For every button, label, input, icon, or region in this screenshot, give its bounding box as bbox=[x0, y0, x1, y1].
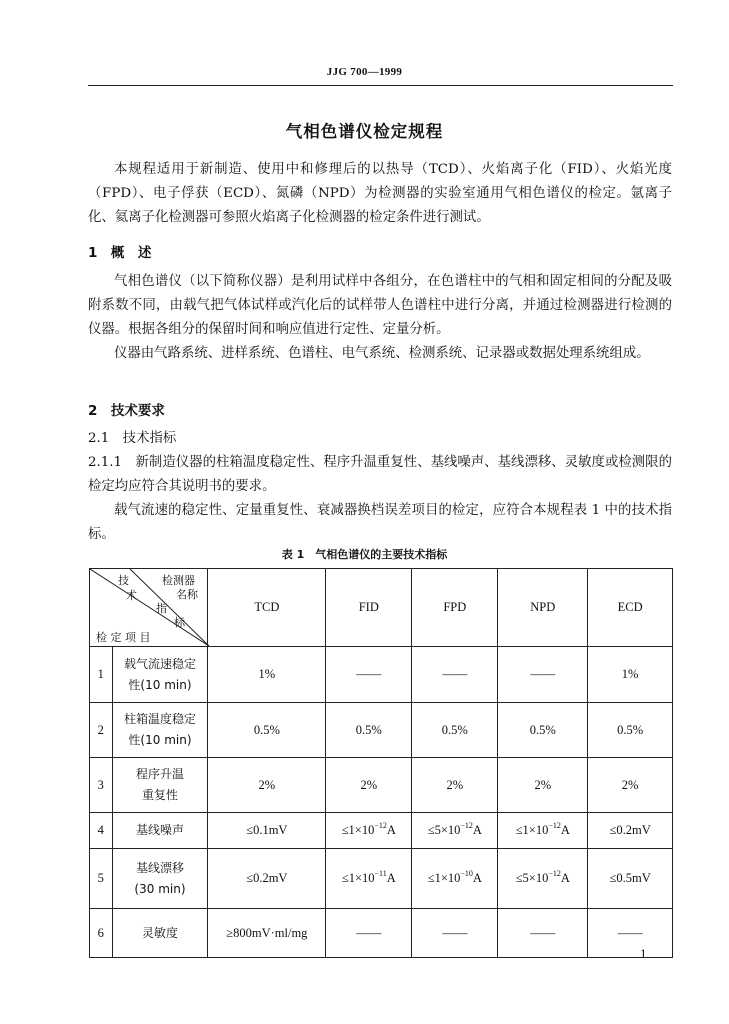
cell-fid bbox=[326, 849, 412, 909]
cell-fid: —— bbox=[326, 909, 412, 958]
cell-npd-unit: A bbox=[560, 823, 570, 837]
row-item bbox=[112, 758, 208, 813]
column-header-npd: NPD bbox=[498, 569, 588, 647]
page-number: 1 bbox=[640, 946, 647, 961]
cell-fid-exponent: −12 bbox=[374, 821, 387, 830]
row-item-line-1: 基线漂移 bbox=[135, 860, 184, 875]
diag-label-zhi: 指 bbox=[156, 602, 167, 615]
cell-fid-base: ≤1×10 bbox=[341, 823, 375, 837]
subsection-2-1-heading: 2.1 技术指标 bbox=[88, 431, 177, 446]
row-item-line-1: 程序升温 bbox=[135, 767, 184, 781]
column-header-ecd: ECD bbox=[588, 569, 673, 647]
row-item-line-1: 载气流速稳定 bbox=[123, 656, 196, 671]
cell-npd-exponent: −12 bbox=[548, 821, 561, 830]
cell-ecd: ≤0.2mV bbox=[588, 813, 673, 849]
clause-2-1-1: 2.1.1 新制造仪器的柱箱温度稳定性、程序升温重复性、基线噪声、基线漂移、灵敏度或检测限的检定均应符合其说明书的要求。 bbox=[88, 455, 672, 494]
cell-ecd: 0.5% bbox=[588, 703, 673, 758]
section-1-paragraph-2: 仪器由气路系统、进样系统、色谱柱、电气系统、检测系统、记录器或数据处理系统组成。 bbox=[114, 346, 650, 361]
cell-ecd: ≤0.5mV bbox=[588, 849, 673, 909]
table-row bbox=[90, 703, 673, 758]
cell-npd: —— bbox=[498, 647, 588, 703]
cell-npd: 2% bbox=[498, 758, 588, 813]
cell-tcd: 2% bbox=[208, 758, 326, 813]
cell-npd bbox=[498, 849, 588, 909]
cell-npd-unit: A bbox=[560, 871, 570, 885]
cell-fid-exponent: −11 bbox=[374, 869, 387, 878]
document-code-header: JJG 700—1999 bbox=[326, 66, 403, 78]
table-row bbox=[90, 647, 673, 703]
table-row bbox=[90, 849, 673, 909]
cell-fpd-unit: A bbox=[472, 823, 482, 837]
diag-label-detector: 检测器 bbox=[162, 574, 195, 587]
cell-fpd: —— bbox=[412, 647, 498, 703]
diag-label-shu: 术 bbox=[126, 589, 137, 602]
section-2-heading: 2 技术要求 bbox=[88, 403, 165, 419]
table-row bbox=[90, 758, 673, 813]
row-item-line-2: 性(10 min) bbox=[128, 677, 192, 692]
row-item-line-2: (30 min) bbox=[134, 881, 186, 896]
section-1-heading: 1 概 述 bbox=[88, 245, 152, 261]
cell-tcd: ≥800mV·ml/mg bbox=[208, 909, 326, 958]
row-item: 灵敏度 bbox=[112, 909, 208, 958]
cell-tcd: 0.5% bbox=[208, 703, 326, 758]
diag-label-biao: 标 bbox=[174, 616, 185, 629]
cell-fpd: —— bbox=[412, 909, 498, 958]
cell-fid-unit: A bbox=[386, 823, 396, 837]
column-header-fpd: FPD bbox=[412, 569, 498, 647]
row-index: 6 bbox=[90, 909, 113, 958]
row-item-line-2: 性(10 min) bbox=[128, 733, 192, 747]
cell-npd-exponent: −12 bbox=[548, 869, 561, 878]
cell-fpd-unit: A bbox=[472, 871, 482, 885]
clause-2-1-1-paragraph-2: 载气流速的稳定性、定量重复性、衰减器换档误差项目的检定，应符合本规程表 1 中的技术指标。 bbox=[88, 503, 672, 542]
cell-fid: 0.5% bbox=[326, 703, 412, 758]
cell-tcd: ≤0.2mV bbox=[208, 849, 326, 909]
column-header-fid: FID bbox=[326, 569, 412, 647]
table-row bbox=[90, 909, 673, 958]
cell-npd-base: ≤1×10 bbox=[515, 823, 549, 837]
cell-tcd: 1% bbox=[208, 647, 326, 703]
diagonal-header-cell bbox=[90, 569, 208, 647]
table-header-row bbox=[90, 569, 673, 647]
cell-fid-unit: A bbox=[386, 871, 396, 885]
header-rule bbox=[88, 85, 673, 86]
cell-fpd-base: ≤5×10 bbox=[427, 823, 461, 837]
cell-fpd: 0.5% bbox=[412, 703, 498, 758]
cell-fid: —— bbox=[326, 647, 412, 703]
diag-label-tech: 技 bbox=[118, 574, 129, 587]
row-index: 4 bbox=[90, 813, 113, 849]
row-index: 5 bbox=[90, 849, 113, 909]
row-item-line-2: 重复性 bbox=[141, 788, 178, 802]
technical-spec-table bbox=[89, 568, 673, 958]
row-index: 3 bbox=[90, 758, 113, 813]
cell-fpd bbox=[412, 813, 498, 849]
cell-fpd-exponent: −12 bbox=[460, 821, 473, 830]
cell-fid-base: ≤1×10 bbox=[341, 871, 375, 885]
cell-npd: —— bbox=[498, 909, 588, 958]
cell-npd: 0.5% bbox=[498, 703, 588, 758]
row-item-line-1: 柱箱温度稳定 bbox=[123, 712, 196, 726]
cell-ecd: 1% bbox=[588, 647, 673, 703]
section-1-paragraph-1: 气相色谱仪（以下简称仪器）是利用试样中各组分，在色谱柱中的气相和固定相间的分配及吸附系数不同，由载气把气体试样或汽化后的试样带人色谱柱中进行分离，并通过检测器进行检测的仪器。根据各组分的保留时间和响应值进行定性、定量分析。 bbox=[88, 274, 672, 337]
cell-fpd-exponent: −10 bbox=[460, 869, 473, 878]
cell-ecd: 2% bbox=[588, 758, 673, 813]
column-header-tcd: TCD bbox=[208, 569, 326, 647]
table-caption: 表 1 气相色谱仪的主要技术指标 bbox=[281, 548, 448, 561]
cell-ecd: —— bbox=[588, 909, 673, 958]
cell-fpd-base: ≤1×10 bbox=[427, 871, 461, 885]
table-row bbox=[90, 813, 673, 849]
intro-paragraph: 本规程适用于新制造、使用中和修理后的以热导（TCD）、火焰离子化（FID）、火焰光度（FPD）、电子俘获（ECD）、氮磷（NPD）为检测器的实验室通用气相色谱仪的检定。氩离子化、氦离子化检测器可参照火焰离子化检测器的检定条件进行测试。 bbox=[88, 162, 672, 225]
row-item: 基线噪声 bbox=[112, 813, 208, 849]
cell-tcd: ≤0.1mV bbox=[208, 813, 326, 849]
row-item bbox=[112, 849, 208, 909]
row-item bbox=[112, 703, 208, 758]
cell-fpd: 2% bbox=[412, 758, 498, 813]
cell-npd-base: ≤5×10 bbox=[515, 871, 549, 885]
cell-fid bbox=[326, 813, 412, 849]
row-index: 2 bbox=[90, 703, 113, 758]
diag-label-name: 名称 bbox=[176, 588, 198, 601]
diag-label-item: 检 定 项 目 bbox=[96, 631, 151, 644]
cell-fpd bbox=[412, 849, 498, 909]
row-item bbox=[112, 647, 208, 703]
page-title: 气相色谱仪检定规程 bbox=[285, 122, 444, 141]
cell-fid: 2% bbox=[326, 758, 412, 813]
row-index: 1 bbox=[90, 647, 113, 703]
cell-npd bbox=[498, 813, 588, 849]
